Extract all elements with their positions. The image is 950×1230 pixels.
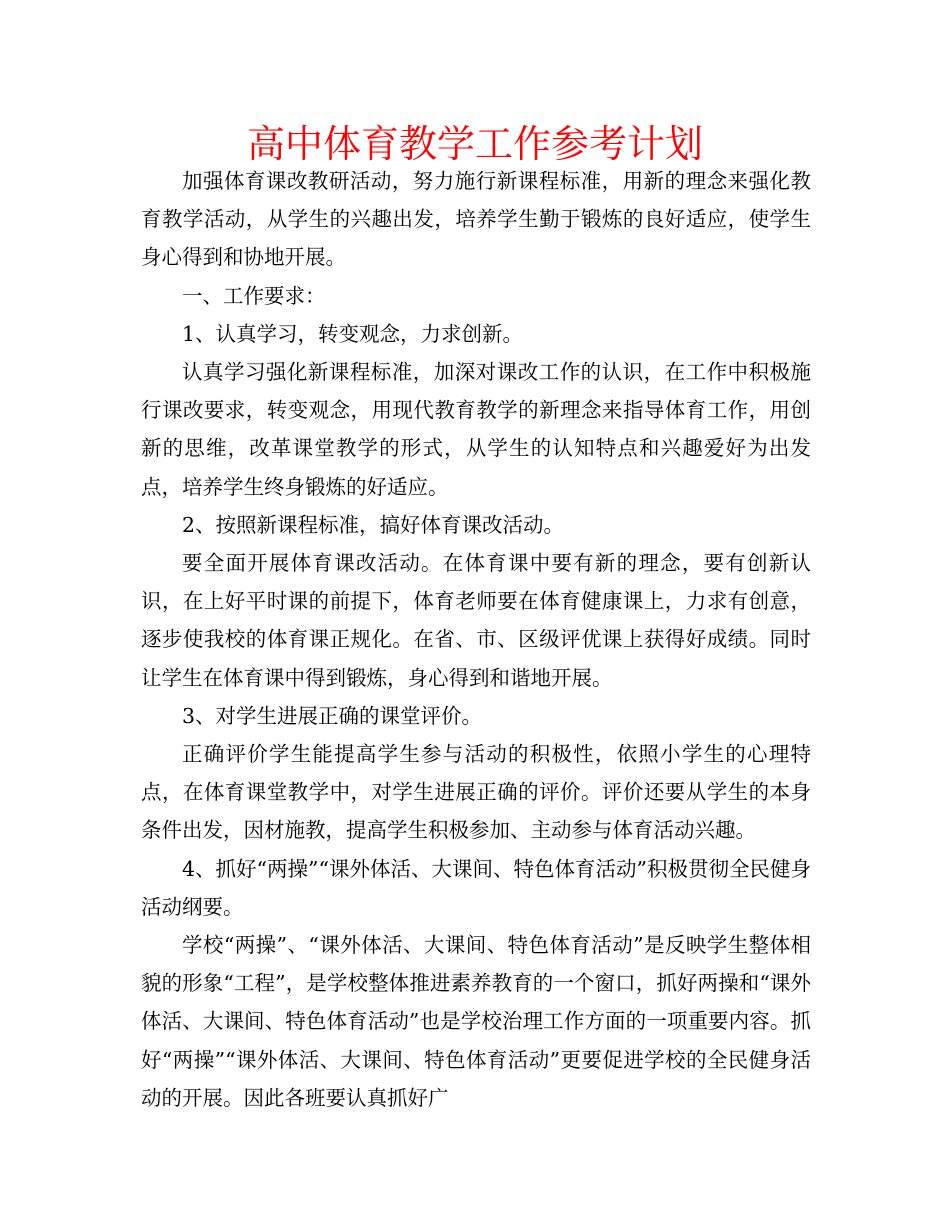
item-heading-2: 2、按照新课程标准，搞好体育课改活动。	[182, 512, 565, 537]
item-heading-4: 4、抓好“两操”“课外体活、大课间、特色体育活动”积极贯彻全民健身活动纲要。	[141, 856, 811, 919]
paragraph-item-2: 要全面开展体育课改活动。在体育课中要有新的理念，要有创新认识，在上好平时课的前提下，体育老师要在体育健康课上，力求有创意，逐步使我校的体育课正规化。在省、市、区级评优课上获得好成绩。同时让学生在体育课中得到锻炼，身心得到和谐地开展。	[141, 551, 811, 690]
paragraph-item-3: 正确评价学生能提高学生参与活动的积极性，依照小学生的心理特点，在体育课堂教学中，对学生进展正确的评价。评价还要从学生的本身条件出发，因材施教，提高学生积极参加、主动参与体育活动兴趣。	[141, 742, 811, 843]
item-heading-3: 3、对学生进展正确的课堂评价。	[182, 703, 483, 728]
section-heading-work-requirements: 一、工作要求：	[182, 283, 326, 308]
document-title: 高中体育教学工作参考计划	[246, 122, 703, 166]
paragraph-item-4: 学校“两操”、“课外体活、大课间、特色体育活动”是反映学生整体相貌的形象“工程”，是学校整体推进素养教育的一个窗口，抓好两操和“课外体活、大课间、特色体育活动”也是学校治理工作方面的一项重要内容。抓好“两操”“课外体活、大课间、特色体育活动”更要促进学校的全民健身活动的开展。因此各班要认真抓好广	[141, 933, 811, 1110]
paragraph-intro: 加强体育课改教研活动，努力施行新课程标准，用新的理念来强化教育教学活动，从学生的兴趣出发，培养学生勤于锻炼的良好适应，使学生身心得到和协地开展。	[141, 169, 811, 270]
paragraph-item-1: 认真学习强化新课程标准，加深对课改工作的认识，在工作中积极施行课改要求，转变观念，用现代教育教学的新理念来指导体育工作，用创新的思维，改革课堂教学的形式，从学生的认知特点和兴趣爱好为出发点，培养学生终身锻炼的好适应。	[141, 360, 811, 499]
document-body	[141, 162, 811, 1117]
item-heading-1: 1、认真学习，转变观念，力求创新。	[182, 321, 524, 346]
